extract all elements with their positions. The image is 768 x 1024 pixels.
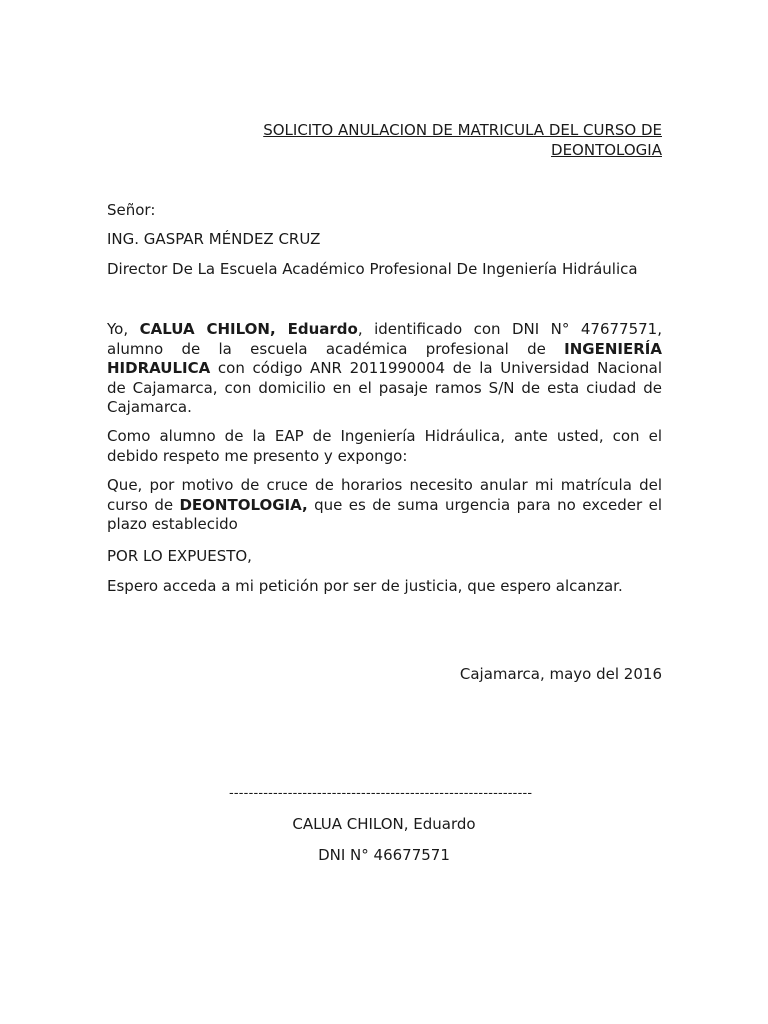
course-name: DEONTOLOGIA, — [179, 495, 308, 514]
subject-line-1: SOLICITO ANULACION DE MATRICULA DEL CURSO DE — [263, 121, 662, 139]
salutation: Señor: — [107, 201, 156, 219]
paragraph-closing: Espero acceda a mi petición por ser de justicia, que espero alcanzar. — [107, 577, 623, 595]
signature-line: -------------------------------------------------------------- — [229, 786, 533, 801]
p3-text-2: que es de suma urgencia para no exceder el plazo establecido — [107, 495, 662, 533]
p1-text-3: con código ANR 2011990004 de la Universidad Nacional de Cajamarca, con domicilio en el pasaje ramos S/N de esta ciudad de Cajamarca. — [107, 359, 662, 416]
paragraph-presentation: Como alumno de la EAP de Ingeniería Hidráulica, ante usted, con el debido respeto me presento y expongo: — [107, 427, 662, 465]
p1-text-1: Yo, — [107, 320, 140, 338]
p1-text-2: , identificado con DNI N° 47677571, alumno de la escuela académica profesional de — [107, 320, 662, 358]
subject-heading — [200, 120, 662, 160]
signature-dni: DNI N° 46677571 — [318, 846, 450, 864]
signature-name: CALUA CHILON, Eduardo — [292, 815, 476, 833]
paragraph-identification — [107, 320, 662, 418]
career-name: INGENIERÍA HIDRAULICA — [107, 339, 662, 377]
subject-line-2: DEONTOLOGIA — [551, 141, 662, 159]
student-name: CALUA CHILON, Eduardo — [139, 320, 358, 338]
addressee-name: ING. GASPAR MÉNDEZ CRUZ — [107, 230, 321, 248]
date-line: Cajamarca, mayo del 2016 — [459, 665, 662, 683]
p3-text-1: Que, por motivo de cruce de horarios necesito anular mi matrícula del curso de — [107, 476, 662, 514]
paragraph-expuesto: POR LO EXPUESTO, — [107, 547, 252, 565]
paragraph-request — [107, 476, 662, 535]
addressee-title: Director De La Escuela Académico Profesional De Ingeniería Hidráulica — [107, 260, 638, 278]
